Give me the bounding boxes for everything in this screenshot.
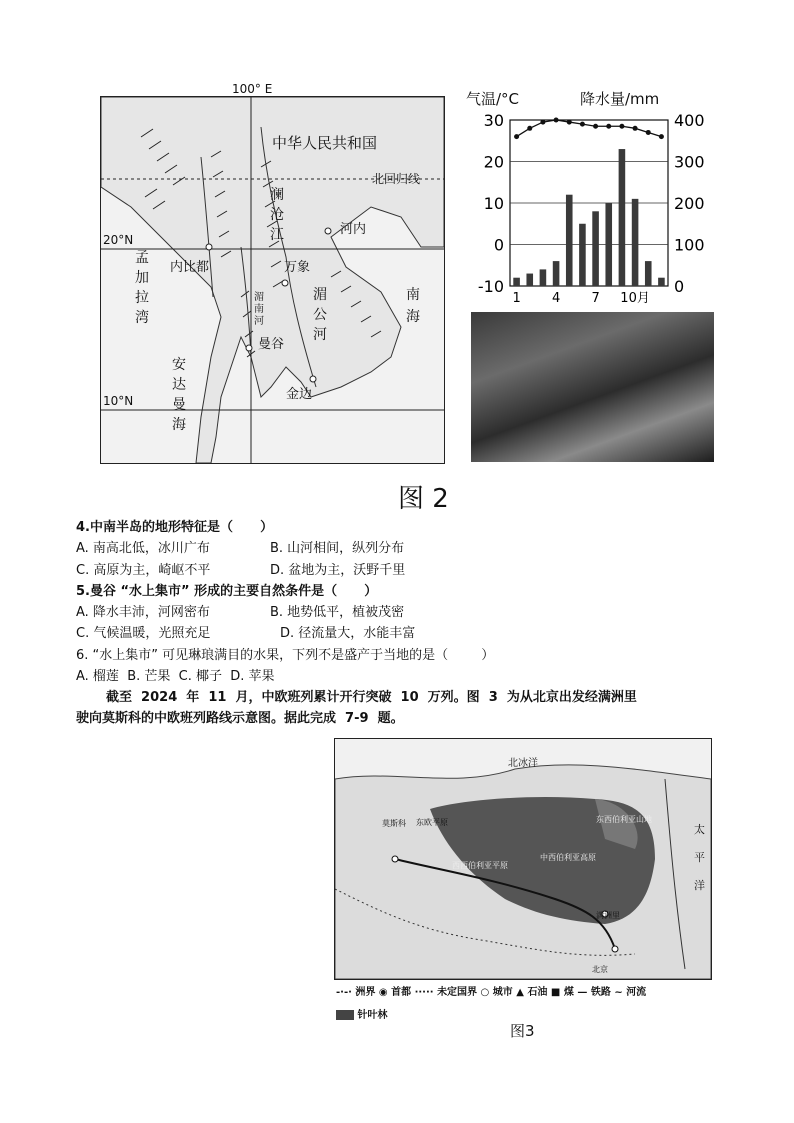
andaman-label: 安 达 曼 海 — [172, 357, 186, 433]
legend-capital-icon: ◉ — [378, 987, 388, 998]
temp-point — [659, 134, 664, 139]
climate-chart — [462, 86, 714, 304]
legend-taiga: 针叶林 — [357, 1010, 388, 1021]
legend-coal: 煤 — [563, 987, 574, 998]
right-tick-label: 300 — [674, 152, 705, 172]
intro-line-2: 驶向莫斯科的中欧班列路线示意图。据此完成 7-9 题。 — [76, 711, 404, 726]
legend-undefined: 未定国界 — [437, 987, 478, 998]
arctic-label: 北冰洋 — [508, 758, 538, 769]
lancang-label: 澜 沧 江 — [270, 187, 284, 243]
legend-continent: 洲界 — [355, 987, 376, 998]
east-plain-label: 东欧平原 — [416, 818, 448, 827]
moscow-label: 莫斯科 — [382, 819, 406, 828]
chao-phraya-label: 湄 南 河 — [254, 292, 264, 327]
temp-axis-title: 气温/°C — [466, 90, 520, 108]
southsea-label: 南 海 — [406, 287, 420, 325]
legend-rail: 铁路 — [590, 987, 611, 998]
temp-point — [593, 124, 598, 129]
q4-option-c: C. 高原为主，崎岖不平 — [76, 563, 211, 578]
q6-stem: 6. “水上集市” 可见琳琅满目的水果，下列不是盛产于当地的是（ ） — [76, 648, 495, 663]
mekong-label: 湄 公 河 — [313, 287, 327, 343]
hanoi-label: 河内 — [340, 222, 367, 237]
precip-bar — [579, 224, 586, 286]
climate-plot — [462, 86, 714, 304]
legend-taiga-swatch — [336, 1010, 354, 1020]
east-siberia-label: 东西伯利亚山地 — [596, 815, 652, 824]
q5-option-b: B. 地势低平，植被茂密 — [270, 605, 405, 620]
phnompenh-label: 金边 — [286, 387, 313, 402]
precip-bar — [553, 261, 560, 286]
q4-option-d: D. 盆地为主，沃野千里 — [270, 563, 406, 578]
precip-bar — [605, 203, 612, 286]
fig3-caption: 图3 — [510, 1022, 535, 1040]
month-tick-label: 1 — [512, 291, 521, 304]
bengal-label: 孟 加 拉 湾 — [135, 250, 149, 326]
fig3-drawing — [335, 739, 711, 979]
temp-line — [517, 120, 662, 137]
month-tick-label: 4 — [551, 291, 561, 304]
q5-option-a: A. 降水丰沛，河网密布 — [76, 605, 210, 620]
legend-river-icon: ~ — [614, 987, 623, 998]
legend-city-icon: ○ — [480, 987, 490, 998]
precip-bar — [540, 269, 547, 286]
precip-axis-title: 降水量/mm — [580, 90, 660, 108]
temp-point — [646, 130, 651, 135]
country-label: 中华人民共和国 — [272, 134, 378, 152]
naypyidaw-label: 内比都 — [170, 260, 210, 275]
legend-river: 河流 — [626, 987, 647, 998]
legend-rail-icon: — — [577, 987, 588, 998]
temp-point — [554, 118, 559, 123]
legend-taiga-row — [336, 1006, 387, 1021]
lat10-label: 10°N — [103, 394, 134, 408]
legend-city: 城市 — [492, 987, 513, 998]
lat20-label: 20°N — [103, 233, 134, 247]
temp-point — [527, 126, 532, 131]
left-tick-label: -10 — [477, 277, 504, 296]
fig2-caption: 图 2 — [398, 484, 449, 514]
temp-point — [540, 120, 545, 125]
q4-option-a: A. 南高北低，冰川广布 — [76, 541, 210, 556]
beijing-label: 北京 — [592, 965, 608, 974]
precip-bar — [619, 149, 626, 286]
precip-bar — [658, 278, 665, 286]
q4-option-b: B. 山河相间，纵列分布 — [270, 541, 405, 556]
fig3-legend — [336, 985, 716, 1001]
fig3-map — [334, 738, 712, 980]
intro-line-1: 截至 2024 年 11 月，中欧班列累计开行突破 10 万列。图 3 为从北京出发经满洲里 — [106, 690, 637, 705]
precip-bar — [592, 211, 599, 286]
bangkok-label: 曼谷 — [258, 337, 285, 352]
q6-options: A. 榴莲 B. 芒果 C. 椰子 D. 苹果 — [76, 669, 275, 684]
legend-undefined-icon: ····· — [414, 987, 434, 998]
meridian-label: 100° E — [232, 82, 273, 96]
month-tick-label: 10月 — [620, 291, 650, 304]
precip-bar — [645, 261, 652, 286]
legend-continent-icon: -·-· — [336, 987, 352, 998]
right-tick-label: 200 — [674, 194, 705, 213]
tropic-label: 北回归线 — [372, 172, 421, 186]
precip-bar — [566, 195, 573, 286]
legend-oil-icon: ▲ — [516, 987, 524, 998]
precip-bar — [632, 199, 639, 286]
temp-point — [514, 134, 519, 139]
precip-bar — [513, 278, 520, 286]
left-tick-label: 20 — [483, 152, 504, 172]
right-tick-label: 100 — [674, 235, 705, 255]
q4-stem: 4.中南半岛的地形特征是（ ） — [76, 520, 274, 535]
legend-oil: 石油 — [527, 987, 548, 998]
month-tick-label: 7 — [591, 291, 600, 304]
temp-point — [633, 126, 638, 131]
west-siberia-label: 西西伯利亚平原 — [452, 861, 508, 870]
left-tick-label: 10 — [483, 194, 504, 213]
temp-point — [606, 124, 611, 129]
vientiane-label: 万象 — [284, 260, 311, 275]
central-siberia-label: 中西伯利亚高原 — [540, 853, 596, 862]
legend-coal-icon: ■ — [550, 987, 561, 998]
temp-point — [580, 122, 585, 127]
temp-point — [619, 124, 624, 129]
q5-stem: 5.曼谷 “水上集市” 形成的主要自然条件是（ ） — [76, 584, 378, 599]
right-tick-label: 0 — [674, 277, 685, 296]
left-tick-label: 30 — [483, 111, 504, 130]
legend-capital: 首都 — [391, 987, 412, 998]
temp-point — [567, 120, 572, 125]
floating-market-photo — [471, 312, 714, 462]
right-tick-label: 400 — [674, 111, 705, 130]
q5-option-c: C. 气候温暖，光照充足 — [76, 626, 211, 641]
pacific-label: 太 平 洋 — [694, 823, 705, 892]
q5-option-d: D. 径流量大，水能丰富 — [280, 626, 416, 641]
left-tick-label: 0 — [493, 235, 504, 255]
precip-bar — [526, 274, 533, 286]
manzhouli-label: 满洲里 — [596, 911, 620, 920]
